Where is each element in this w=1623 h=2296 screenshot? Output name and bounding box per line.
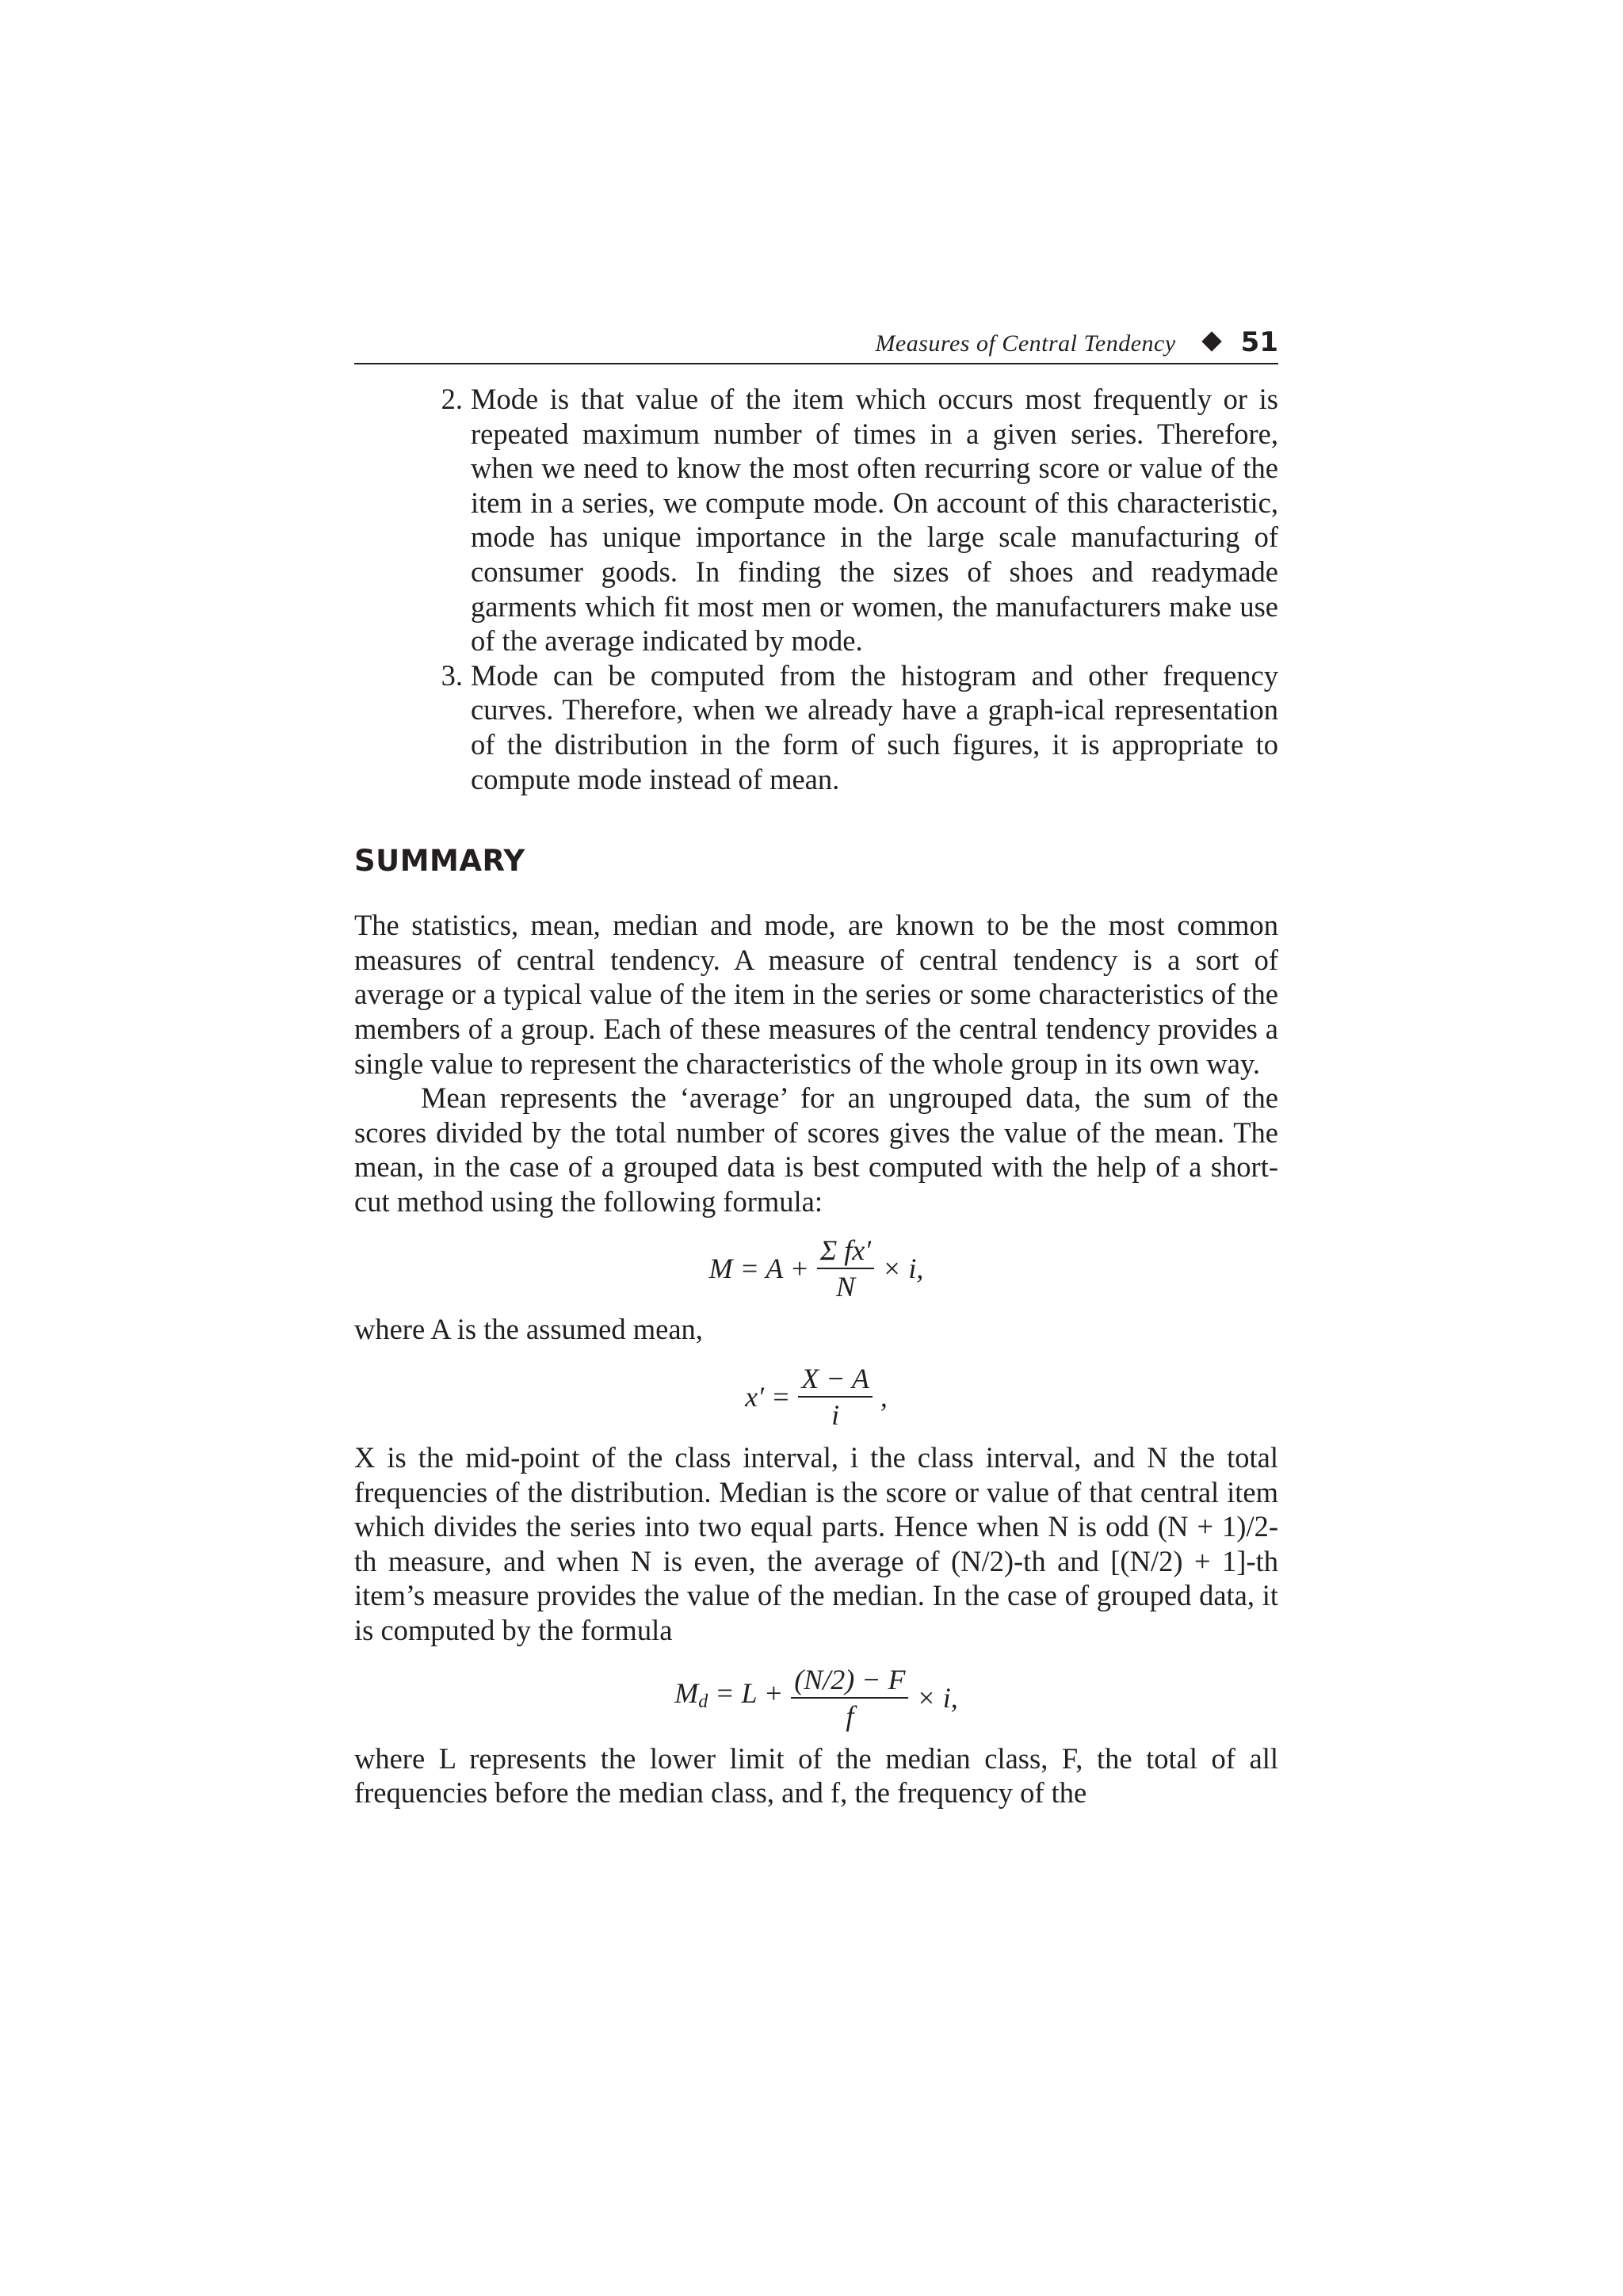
formula-denominator: N [835,1271,855,1303]
list-item-number: 3. [441,658,463,692]
summary-paragraph: X is the mid-point of the class interval, i the class interval, and N the total frequencies of the distribution. Median is the score or value of that central item which divides the series into two equal parts. Hence when N is odd (N + 1)/2-th measure, and when N is even, the average of (N/2)-th and [(N/2) + 1]-th item’s measure provides the value of the median. In the case of grouped data, it is computed by the formula [354,1441,1278,1647]
formula-lhs-main: M [674,1677,699,1710]
document-page [354,317,1278,1810]
formula-fraction [798,1363,873,1431]
formula-denominator: i [831,1399,840,1432]
summary-paragraph: Mean represents the ‘average’ for an ungrouped data, the sum of the scores divided by the total number of scores gives the value of the mean. The mean, in the case of a grouped data is best computed with the help of a short-cut method using the following formula: [354,1081,1278,1218]
formula-fraction [791,1664,908,1732]
summary-body [354,908,1278,1810]
section-heading: SUMMARY [354,844,525,879]
summary-paragraph: The statistics, mean, median and mode, are known to be the most common measures of central tendency. A measure of central tendency is a sort of average or a typical value of the item in the series or some characteristics of the members of a group. Each of these measures of the central tendency provides a single value to represent the characteristics of the whole group in its own way. [354,909,1278,1080]
formula-lhs: M = A + [708,1253,809,1285]
formula-numerator: X − A [798,1363,873,1398]
formula-rhs: × i, [916,1681,958,1714]
formula-numerator: Σ fx′ [817,1234,874,1269]
formula-lhs-rest: = L + [715,1677,784,1710]
diamond-icon [1201,331,1221,351]
summary-paragraph: where L represents the lower limit of the median class, F, the total of all frequencies before the median class, and f, the frequency of the [354,1741,1278,1810]
list-item [354,658,1278,796]
median-formula [354,1664,1278,1732]
formula-lhs [674,1677,783,1718]
formula-denominator: f [846,1699,854,1732]
list-item [354,382,1278,658]
deviation-formula [354,1363,1278,1431]
formula-rhs: × i, [882,1253,924,1285]
summary-paragraph: where A is the assumed mean, [354,1313,703,1346]
list-item-text: Mode can be computed from the histogram and other frequency curves. Therefore, when we already have a graph-ical representation of the distribution in the form of such figures, it is appropriate to compute mode instead of mean. [471,658,1278,795]
list-item-text: Mode is that value of the item which occurs most frequently or is repeated maximum number of times in a given series. Therefore, when we need to know the most often recurring score or value of the item in a series, we compute mode. On account of this characteristic, mode has unique importance in the large scale manufacturing of consumer goods. In finding the sizes of shoes and readymade garments which fit most men or women, the manufacturers make use of the average indicated by mode. [471,383,1278,658]
formula-rhs: , [880,1381,888,1413]
formula-lhs: x′ = [745,1381,791,1413]
formula-lhs-subscript: d [698,1691,708,1713]
numbered-list [354,382,1278,796]
formula-fraction [817,1234,874,1302]
formula-numerator: (N/2) − F [791,1664,908,1699]
running-header [354,317,1278,364]
page-number: 51 [1240,326,1278,358]
list-item-number: 2. [441,383,463,415]
running-title: Measures of Central Tendency [875,330,1176,357]
mean-formula [354,1234,1278,1302]
